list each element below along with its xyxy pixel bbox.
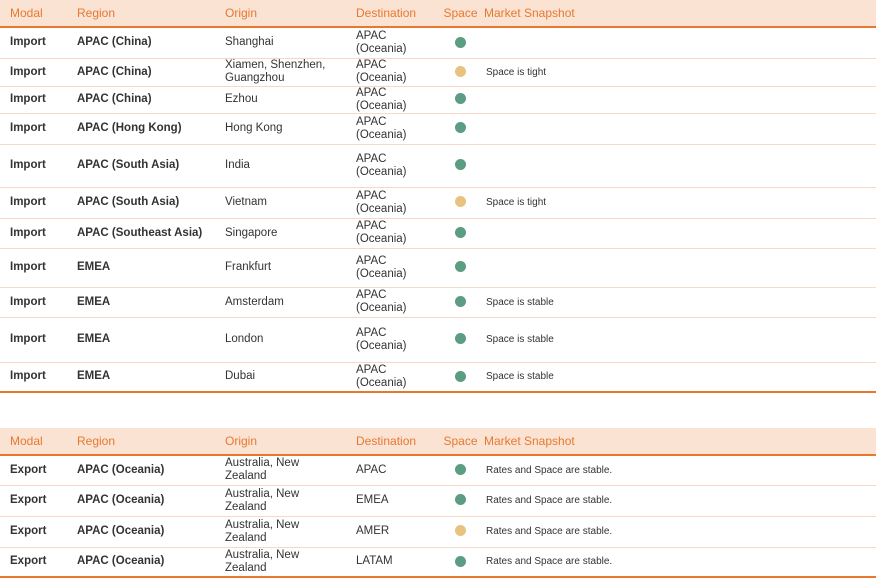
region-cell: APAC (Oceania) [67,485,215,516]
space-status-icon [455,464,466,475]
modal-cell: Export [0,547,67,577]
space-status-icon [455,196,466,207]
space-status-icon [455,261,466,272]
destination-cell: EMEA [346,485,439,516]
modal-cell: Import [0,362,67,392]
destination-cell: APAC (Oceania) [346,27,439,58]
destination-cell: LATAM [346,547,439,577]
table-row [0,113,876,144]
snapshot-cell [482,248,876,287]
destination-cell: APAC (Oceania) [346,86,439,113]
space-cell [439,516,482,547]
destination-cell: APAC (Oceania) [346,144,439,187]
origin-cell: Australia, New Zealand [215,547,346,577]
space-cell [439,218,482,248]
snapshot-cell: Rates and Space are stable. [482,547,876,577]
header-space: Space [439,428,482,455]
space-status-icon [455,37,466,48]
snapshot-cell: Space is stable [482,317,876,362]
modal-cell: Import [0,287,67,317]
table-row [0,144,876,187]
destination-cell: APAC [346,455,439,485]
table-row [0,287,876,317]
snapshot-cell: Space is tight [482,58,876,86]
space-cell [439,455,482,485]
region-cell: EMEA [67,317,215,362]
space-status-icon [455,66,466,77]
destination-cell: APAC (Oceania) [346,287,439,317]
snapshot-cell [482,144,876,187]
space-cell [439,144,482,187]
destination-cell: APAC (Oceania) [346,58,439,86]
origin-cell: Australia, New Zealand [215,516,346,547]
space-status-icon [455,93,466,104]
modal-cell: Import [0,248,67,287]
origin-cell: Hong Kong [215,113,346,144]
region-cell: APAC (South Asia) [67,187,215,218]
modal-cell: Import [0,317,67,362]
table-row [0,317,876,362]
space-status-icon [455,494,466,505]
space-cell [439,248,482,287]
space-cell [439,86,482,113]
table-row [0,248,876,287]
region-cell: APAC (Hong Kong) [67,113,215,144]
table-row [0,362,876,392]
destination-cell: APAC (Oceania) [346,187,439,218]
destination-cell: APAC (Oceania) [346,362,439,392]
header-market-snapshot: Market Snapshot [482,0,876,27]
region-cell: APAC (Oceania) [67,516,215,547]
space-status-icon [455,371,466,382]
space-status-icon [455,227,466,238]
header-destination: Destination [346,428,439,455]
space-status-icon [455,296,466,307]
space-cell [439,317,482,362]
modal-cell: Import [0,86,67,113]
snapshot-cell: Rates and Space are stable. [482,485,876,516]
region-cell: APAC (Oceania) [67,547,215,577]
header-origin: Origin [215,0,346,27]
destination-cell: APAC (Oceania) [346,317,439,362]
origin-cell: Dubai [215,362,346,392]
destination-cell: AMER [346,516,439,547]
header-modal: Modal [0,0,67,27]
space-status-icon [455,122,466,133]
space-cell [439,58,482,86]
snapshot-cell: Rates and Space are stable. [482,516,876,547]
import-header-row [0,0,876,27]
export-table [0,428,876,578]
space-cell [439,287,482,317]
modal-cell: Import [0,144,67,187]
header-destination: Destination [346,0,439,27]
snapshot-cell [482,218,876,248]
snapshot-cell: Space is stable [482,287,876,317]
header-modal: Modal [0,428,67,455]
table-row [0,187,876,218]
table-row [0,547,876,577]
space-cell [439,113,482,144]
modal-cell: Export [0,516,67,547]
space-cell [439,362,482,392]
table-row [0,58,876,86]
table-row [0,455,876,485]
region-cell: APAC (South Asia) [67,144,215,187]
origin-cell: Australia, New Zealand [215,485,346,516]
modal-cell: Export [0,455,67,485]
origin-cell: Australia, New Zealand [215,455,346,485]
region-cell: APAC (China) [67,86,215,113]
table-row [0,86,876,113]
header-region: Region [67,0,215,27]
region-cell: APAC (China) [67,58,215,86]
origin-cell: London [215,317,346,362]
space-cell [439,187,482,218]
snapshot-cell [482,113,876,144]
modal-cell: Export [0,485,67,516]
snapshot-cell: Space is stable [482,362,876,392]
region-cell: EMEA [67,287,215,317]
modal-cell: Import [0,113,67,144]
destination-cell: APAC (Oceania) [346,248,439,287]
header-region: Region [67,428,215,455]
space-cell [439,547,482,577]
region-cell: EMEA [67,248,215,287]
origin-cell: Singapore [215,218,346,248]
origin-cell: Xiamen, Shenzhen, Guangzhou [215,58,346,86]
header-space: Space [439,0,482,27]
origin-cell: Ezhou [215,86,346,113]
table-row [0,27,876,58]
modal-cell: Import [0,218,67,248]
origin-cell: Amsterdam [215,287,346,317]
modal-cell: Import [0,27,67,58]
table-row [0,218,876,248]
header-market-snapshot: Market Snapshot [482,428,876,455]
space-status-icon [455,333,466,344]
origin-cell: India [215,144,346,187]
origin-cell: Shanghai [215,27,346,58]
table-row [0,516,876,547]
space-status-icon [455,556,466,567]
region-cell: EMEA [67,362,215,392]
destination-cell: APAC (Oceania) [346,218,439,248]
snapshot-cell [482,86,876,113]
snapshot-cell: Rates and Space are stable. [482,455,876,485]
region-cell: APAC (Oceania) [67,455,215,485]
origin-cell: Vietnam [215,187,346,218]
header-origin: Origin [215,428,346,455]
destination-cell: APAC (Oceania) [346,113,439,144]
modal-cell: Import [0,187,67,218]
space-status-icon [455,159,466,170]
origin-cell: Frankfurt [215,248,346,287]
region-cell: APAC (China) [67,27,215,58]
space-cell [439,27,482,58]
snapshot-cell [482,27,876,58]
modal-cell: Import [0,58,67,86]
table-row [0,485,876,516]
export-header-row [0,428,876,455]
snapshot-cell: Space is tight [482,187,876,218]
space-cell [439,485,482,516]
space-status-icon [455,525,466,536]
region-cell: APAC (Southeast Asia) [67,218,215,248]
